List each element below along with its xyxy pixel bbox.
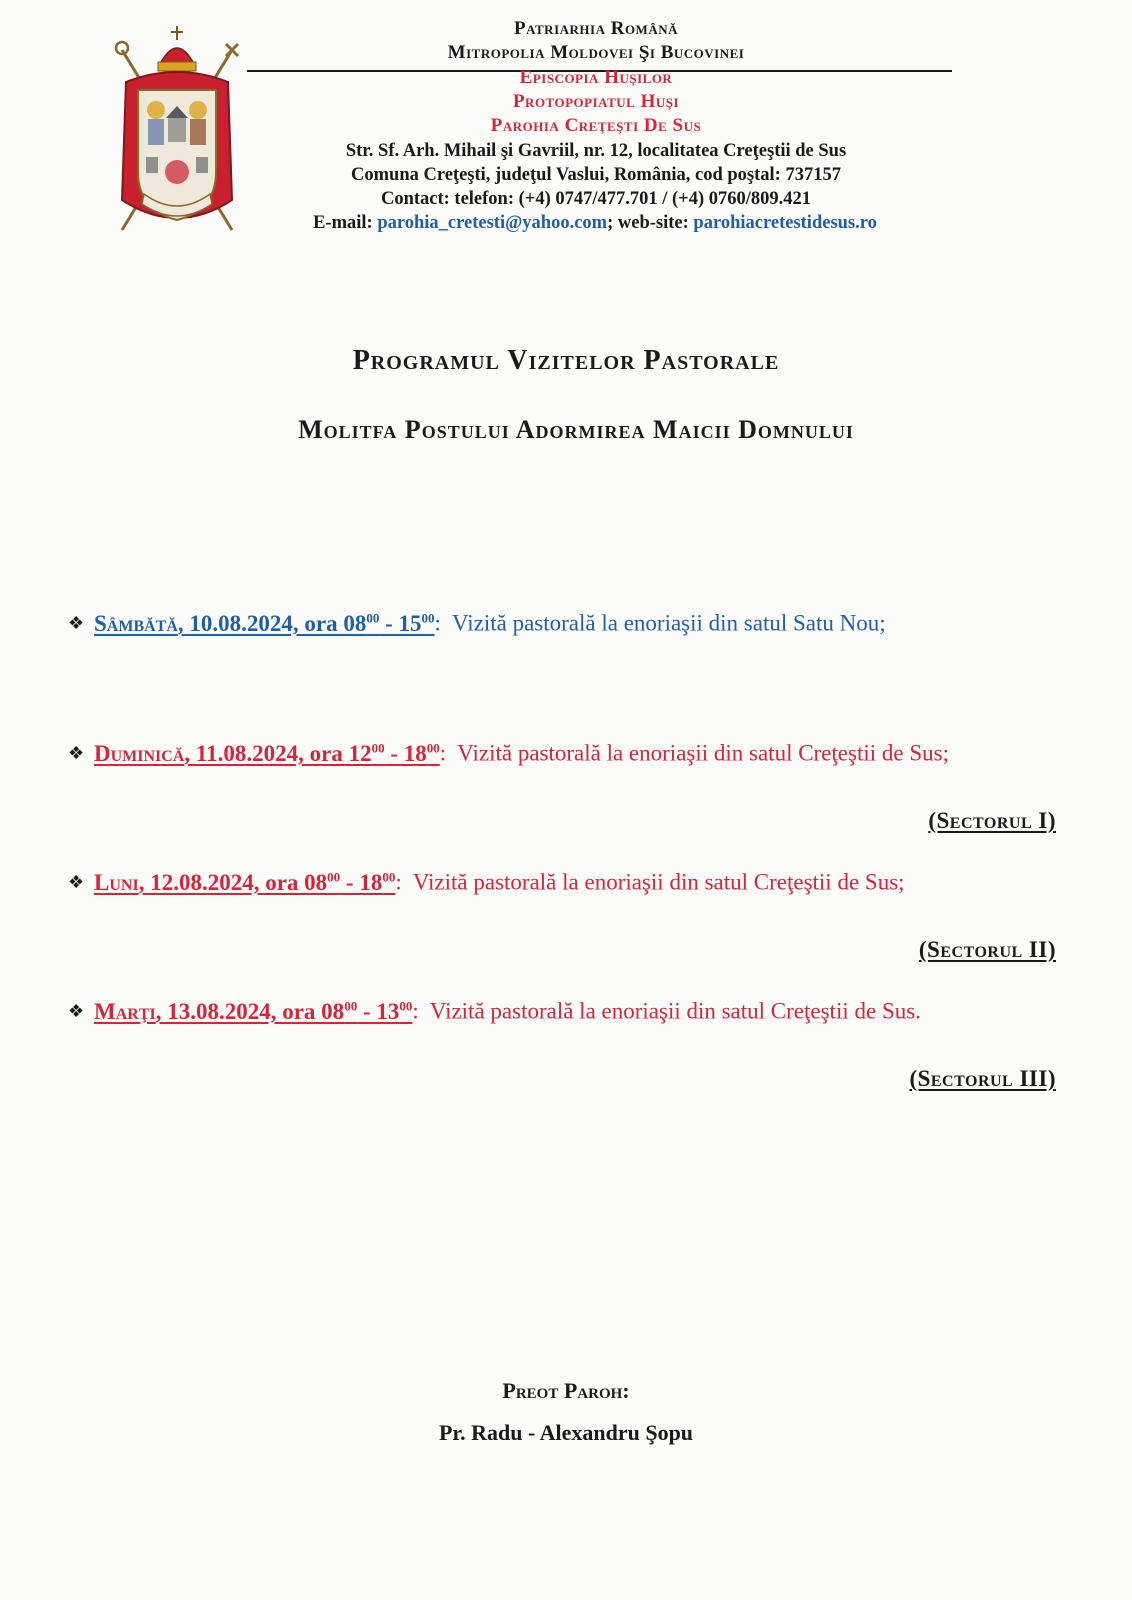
- entry-date-heading: [94, 741, 440, 766]
- entry-end-minutes: 00: [382, 869, 396, 884]
- entry-date: , 12.08.2024, ora 08: [138, 869, 328, 895]
- entry-end-minutes: 00: [421, 610, 435, 625]
- entry-description: Vizită pastorală la enoriaşii din satul Creţeştii de Sus;: [412, 869, 905, 895]
- document-title: Programul Vizitelor Pastorale: [352, 345, 780, 376]
- diamond-bullet-icon: ❖: [68, 742, 85, 763]
- email-link[interactable]: parohia_cretesti@yahoo.com: [377, 213, 608, 233]
- entry-colon: :: [439, 740, 447, 766]
- entry-colon: :: [434, 610, 441, 636]
- header-diocese: Episcopia Huşilor: [519, 67, 673, 88]
- email-label: E-mail:: [313, 213, 373, 233]
- header-address-line1: Str. Sf. Arh. Mihail şi Gavriil, nr. 12, localitatea Creţeştii de Sus: [345, 141, 847, 161]
- diamond-bullet-icon: ❖: [68, 612, 85, 633]
- signature-role: Preot Paroh:: [502, 1378, 630, 1403]
- entry-date: , 13.08.2024, ora 08: [155, 998, 345, 1024]
- entry-end-hour: - 18: [340, 869, 383, 895]
- entry-end-hour: - 13: [357, 998, 400, 1024]
- entry-description: Vizită pastorală la enoriaşii din satul Creţeştii de Sus;: [457, 740, 949, 766]
- separator: ;: [607, 213, 614, 233]
- signature-name: Pr. Radu - Alexandru Şopu: [438, 1420, 694, 1445]
- header-contact: Contact: telefon: (+4) 0747/477.701 / (+4) 0760/809.421: [380, 189, 812, 209]
- sector-label-1: (Sectorul I): [928, 808, 1056, 833]
- entry-end-hour: - 18: [384, 740, 427, 766]
- entry-day: Marţi: [94, 998, 156, 1024]
- entry-day: Sâmbătă: [94, 610, 178, 636]
- website-link[interactable]: parohiacretestidesus.ro: [693, 213, 877, 233]
- coat-of-arms-icon: [108, 22, 246, 240]
- entry-end-minutes: 00: [426, 740, 440, 755]
- sector-label-3: (Sectorul III): [909, 1066, 1056, 1091]
- schedule-entry-2: [68, 740, 949, 767]
- entry-start-minutes: 00: [344, 998, 358, 1013]
- sector-label-2: (Sectorul II): [918, 937, 1056, 962]
- header-parish: Parohia Creţeşti De Sus: [490, 115, 702, 136]
- entry-start-minutes: 00: [366, 610, 380, 625]
- entry-date: , 11.08.2024, ora 12: [184, 740, 372, 766]
- website-label: web-site:: [617, 213, 689, 233]
- header-email-web: [262, 213, 928, 234]
- entry-day: Duminică: [94, 740, 185, 766]
- entry-end-minutes: 00: [399, 998, 413, 1013]
- entry-date-heading: [94, 870, 395, 895]
- header-patriarchate: Patriarhia Română: [513, 18, 678, 39]
- schedule-entry-1: [68, 610, 886, 637]
- header-address-line2: Comuna Creţeşti, judeţul Vaslui, România, cod poştal: 737157: [351, 165, 841, 185]
- header-deanery: Protopopiatul Huşi: [512, 91, 680, 112]
- header-metropolis: Mitropolia Moldovei Şi Bucovinei: [447, 42, 745, 63]
- diamond-bullet-icon: ❖: [68, 871, 85, 892]
- entry-description: Vizită pastorală la enoriaşii din satul Satu Nou;: [452, 610, 886, 636]
- document-subtitle: Molitfa Postului Adormirea Maicii Domnului: [298, 415, 854, 444]
- entry-date-heading: [94, 999, 412, 1024]
- entry-end-hour: - 15: [379, 610, 422, 636]
- schedule-entry-4: [68, 998, 921, 1025]
- entry-colon: :: [412, 998, 419, 1024]
- diamond-bullet-icon: ❖: [68, 1000, 85, 1021]
- entry-day: Luni: [94, 869, 139, 895]
- entry-date: , 10.08.2024, ora 08: [177, 610, 367, 636]
- entry-start-minutes: 00: [327, 869, 341, 884]
- entry-colon: :: [395, 869, 402, 895]
- schedule-entry-3: [68, 869, 905, 896]
- entry-start-minutes: 00: [371, 740, 385, 755]
- entry-description: Vizită pastorală la enoriaşii din satul Creţeştii de Sus.: [429, 998, 921, 1024]
- entry-date-heading: [94, 611, 435, 636]
